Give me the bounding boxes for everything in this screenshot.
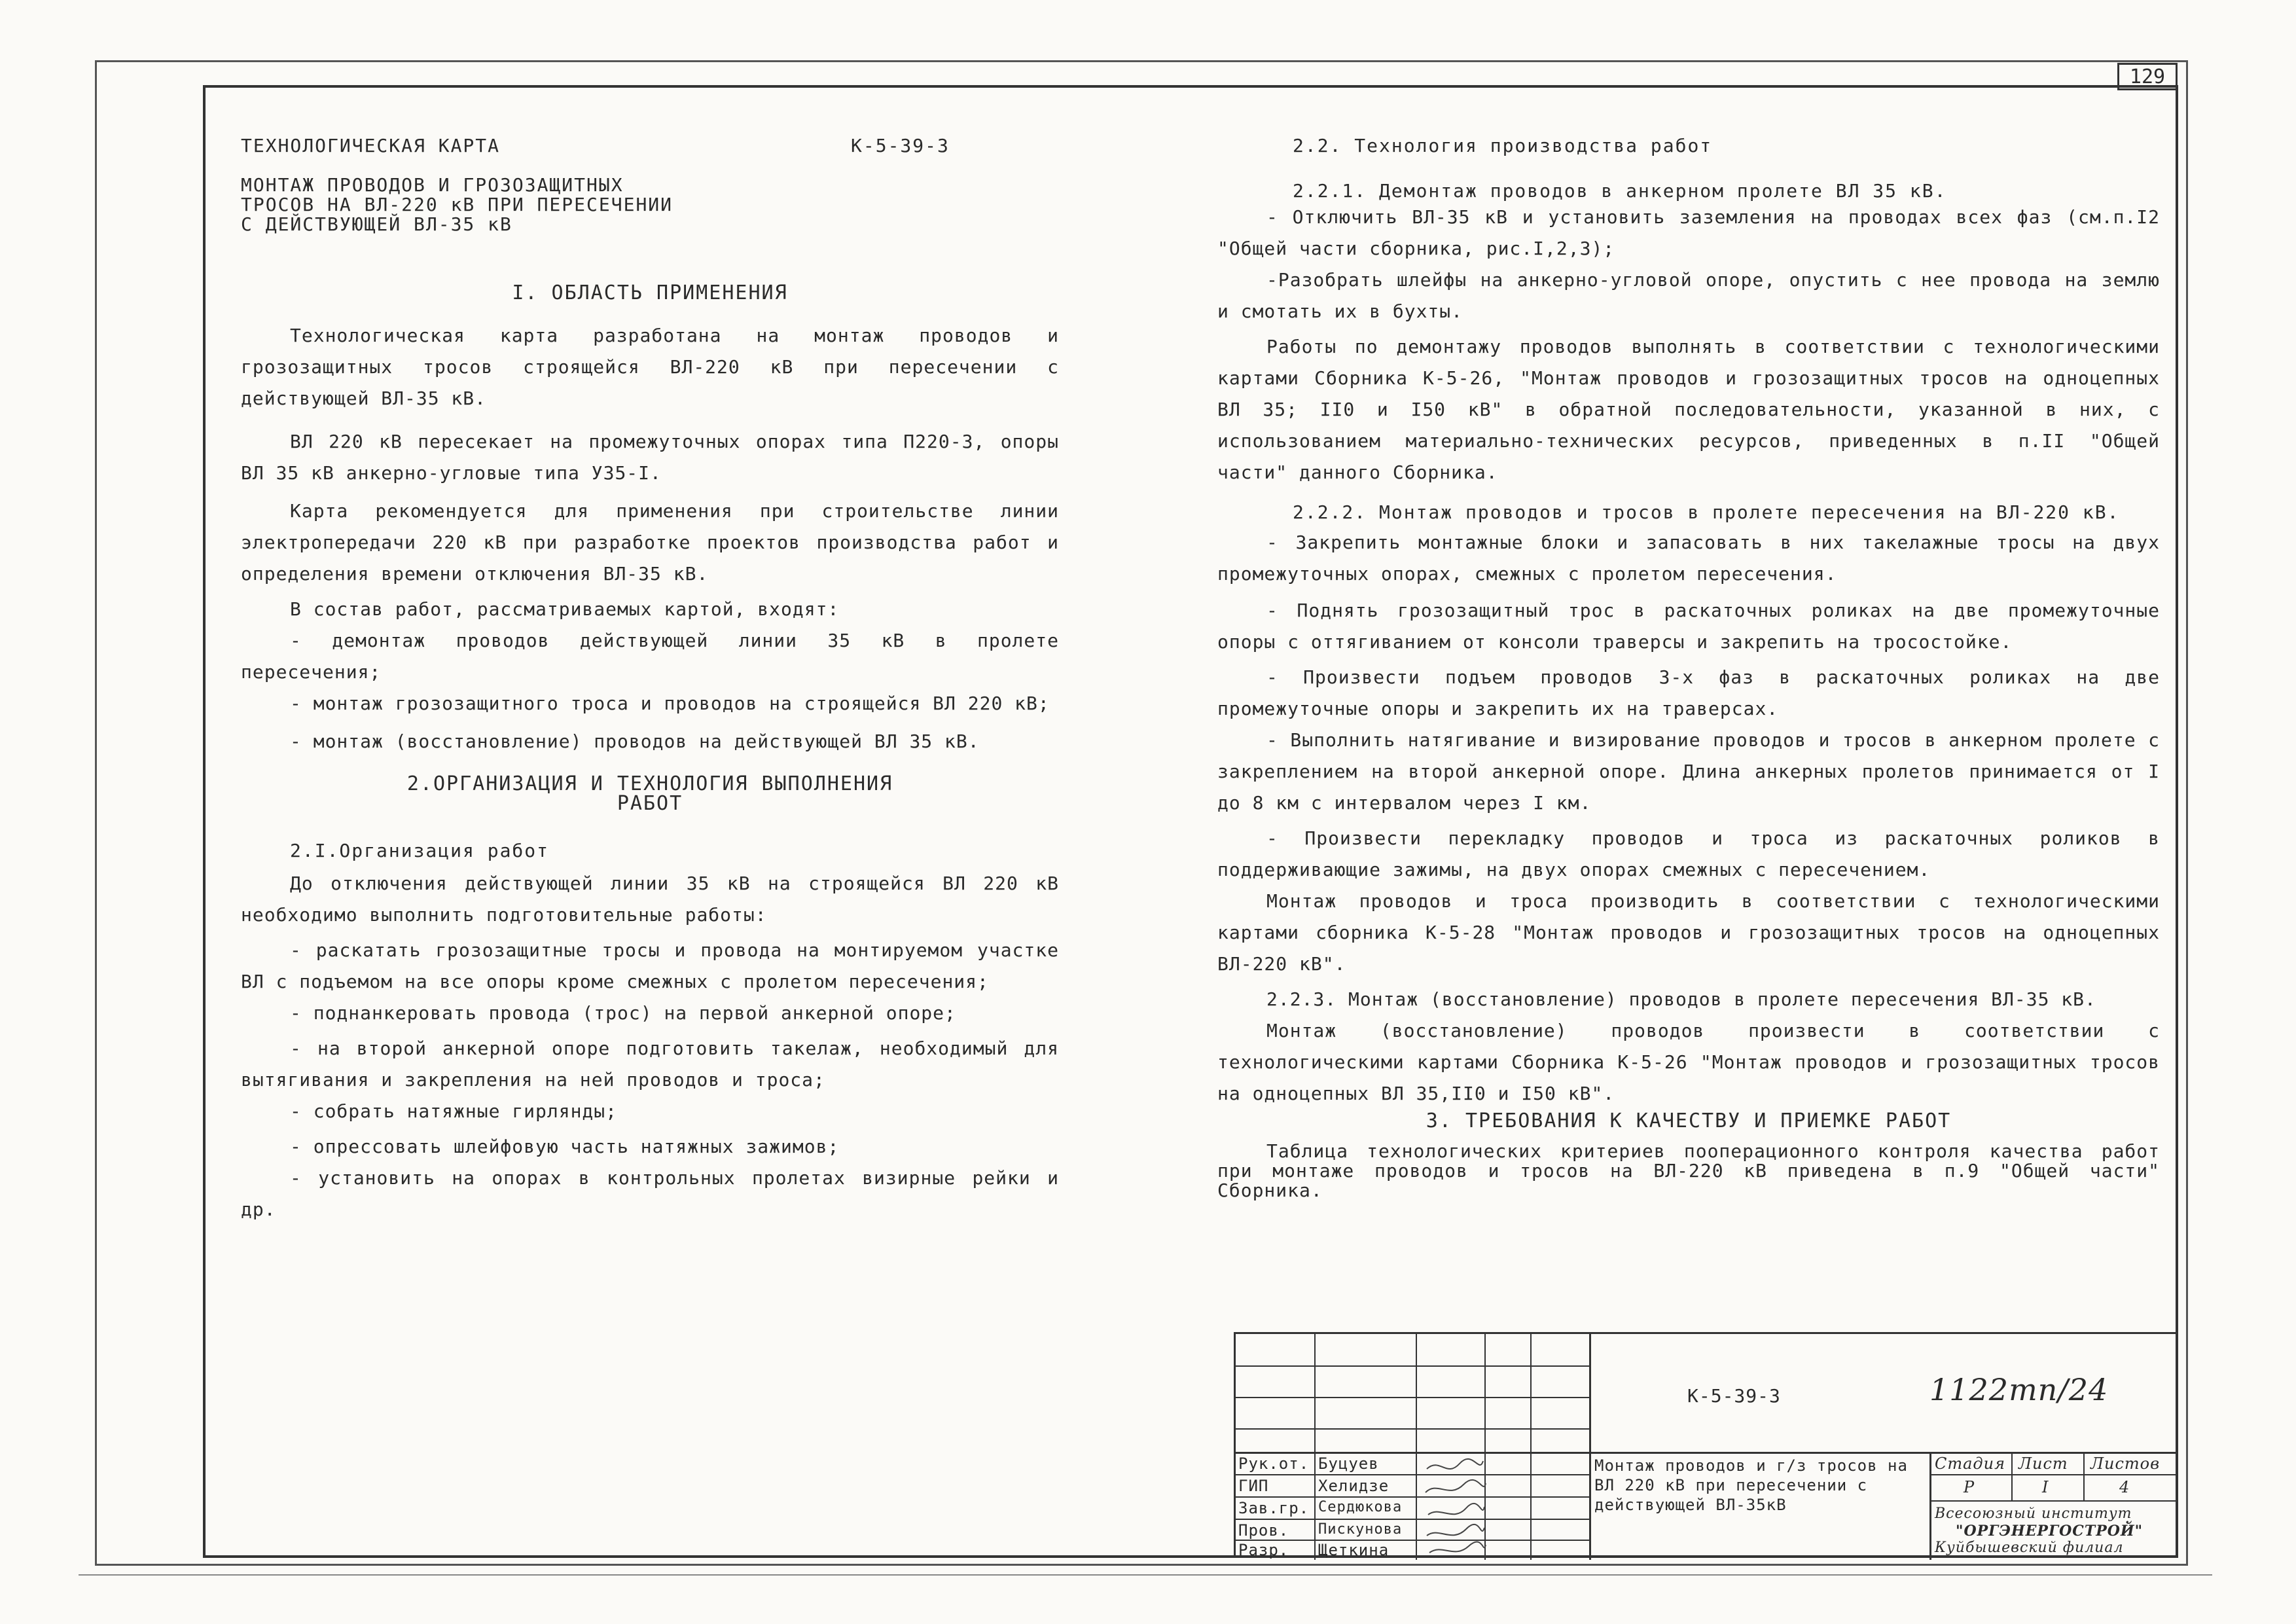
section-2-heading-line: 2.ОРГАНИЗАЦИЯ И ТЕХНОЛОГИЯ ВЫПОЛНЕНИЯ [406,772,893,795]
stage-label: Стадия [1935,1454,2005,1473]
document-type-title: ТЕХНОЛОГИЧЕСКАЯ КАРТА [241,135,501,156]
list-item: - Отключить ВЛ-35 кВ и установить заземления на проводах всех фаз (см.п.I2 "Общей части сборника, рис.I,2,3); [1217,206,2160,259]
list-item: - монтаж (восстановление) проводов на действующей ВЛ 35 кВ. [290,731,980,752]
handwritten-reference: 1122тп/24 [1929,1372,2109,1407]
organization-line: Куйбышевский филиал [1935,1540,2124,1556]
section-2-heading [241,774,1059,814]
person-name: Пискунова [1318,1521,1403,1538]
subtitle-line: ТРОСОВ НА ВЛ-220 кВ ПРИ ПЕРЕСЕЧЕНИИ [241,194,673,215]
document-subtitle [241,175,830,234]
paragraph: Монтаж проводов и троса производить в соответствии с технологическими картами сборника К-5-28 "Монтаж проводов и грозозащитных тросов на одноцепных ВЛ-220 кВ". [1217,890,2160,975]
left-column [241,281,1059,1225]
list-item: - поднанкеровать провода (трос) на первой анкерной опоре; [290,1002,956,1024]
list-item: - Произвести подъем проводов 3-х фаз в раскаточных роликах на две промежуточные опоры и закрепить их на траверсах. [1217,666,2160,719]
subsection-2-2-2-heading: 2.2.2. Монтаж проводов и тросов в пролете пересечения на ВЛ-220 кВ. [1293,501,2120,523]
paragraph: Монтаж (восстановление) проводов произвести в соответствии с технологическими картами Сборника К-5-26 "Монтаж проводов и грозозащитных тросов на одноцепных ВЛ 35,II0 и I50 кВ". [1217,1020,2160,1104]
role-label: Зав.гр. [1238,1499,1310,1517]
person-name: Хелидзе [1318,1477,1390,1495]
paragraph: Технологическая карта разработана на монтаж проводов и грозозащитных тросов строящейся ВЛ-220 кВ при пересечении с действующей ВЛ-35 кВ. [241,325,1059,409]
person-name: Буцуев [1318,1454,1379,1473]
document-code: К-5-39-3 [851,135,950,156]
paragraph: Карта рекомендуется для применения при строительстве линии электропередачи 220 кВ при разработке проектов производства работ и определения времени отключения ВЛ-35 кВ. [241,500,1059,585]
page-number: 129 [2117,63,2178,90]
organization-line: "ОРГЭНЕРГОСТРОЙ" [1956,1523,2144,1540]
subtitle-line: С ДЕЙСТВУЮЩЕЙ ВЛ-35 кВ [241,213,512,235]
role-label: ГИП [1238,1477,1269,1495]
signatures [1420,1454,1525,1558]
bottom-rule [79,1574,2212,1576]
title-block [1234,1332,2178,1558]
list-item: - Произвести перекладку проводов и троса из раскаточных роликов в поддерживающие зажимы, на двух опорах смежных с пересечением. [1217,827,2160,880]
paragraph: Таблица технологических критериев пооперационного контроля качества работ при монтаже проводов и тросов на ВЛ-220 кВ приведена в п.9 "Общей части" Сборника. [1217,1140,2160,1201]
role-label: Пров. [1238,1521,1289,1540]
section-2-heading-line: РАБОТ [617,792,683,815]
sheets-label: Листов [2090,1454,2161,1473]
subsection-2-2-heading: 2.2. Технология производства работ [1293,135,1713,156]
list-item: - Поднять грозозащитный трос в раскаточных роликах на две промежуточные опоры с оттягиванием от консоли траверсы и закрепить на тросостойке. [1217,600,2160,653]
subtitle-line: МОНТАЖ ПРОВОДОВ И ГРОЗОЗАЩИТНЫХ [241,174,624,196]
list-item: - установить на опорах в контрольных пролетах визирные рейки и др. [241,1167,1059,1220]
organization-line: Всесоюзный институт [1935,1506,2132,1522]
list-item: - Закрепить монтажные блоки и запасовать в них такелажные тросы на двух промежуточных опорах, смежных с пролетом пересечения. [1217,532,2160,585]
subsection-2-1-heading: 2.I.Организация работ [290,840,550,861]
list-item: - Выполнить натягивание и визирование проводов и тросов в анкерном пролете с закреплением на второй анкерной опоре. Длина анкерных пролетов принимается от I до 8 км с интервалом через I км. [1217,729,2160,814]
paragraph: ВЛ 220 кВ пересекает на промежуточных опорах типа П220-3, опоры ВЛ 35 кВ анкерно-угловые типа У35-I. [241,431,1059,484]
subsection-2-2-1-heading: 2.2.1. Демонтаж проводов в анкерном пролете ВЛ 35 кВ. [1293,180,1947,202]
role-label: Разр. [1238,1541,1289,1559]
list-item: -Разобрать шлейфы на анкерно-угловой опоре, опустить с нее провода на землю и смотать их в бухты. [1217,269,2160,322]
section-3-heading: 3. ТРЕБОВАНИЯ К КАЧЕСТВУ И ПРИЕМКЕ РАБОТ [1426,1110,1952,1132]
paragraph: В состав работ, рассматриваемых картой, входят: [290,598,840,620]
list-item: - на второй анкерной опоре подготовить такелаж, необходимый для вытягивания и закрепления на ней проводов и троса; [241,1038,1059,1091]
paragraph: 2.2.3. Монтаж (восстановление) проводов в пролете пересечения ВЛ-35 кВ. [1266,988,2096,1010]
sheets-value: 4 [2119,1478,2130,1496]
section-1-heading: I. ОБЛАСТЬ ПРИМЕНЕНИЯ [512,281,788,304]
title-block-description: Монтаж проводов и г/з тросов на ВЛ 220 кВ при пересечении с действующей ВЛ-35кВ [1594,1456,1908,1514]
person-name: Щеткина [1318,1541,1390,1559]
right-column [1217,135,2160,1200]
sheet-label: Лист [2018,1454,2068,1473]
list-item: - опрессовать шлейфовую часть натяжных зажимов; [290,1136,840,1157]
role-label: Рук.от. [1238,1454,1310,1473]
paragraph: До отключения действующей линии 35 кВ на строящейся ВЛ 220 кВ необходимо выполнить подготовительные работы: [241,873,1059,926]
list-item: - демонтаж проводов действующей линии 35 кВ в пролете пересечения; [241,630,1059,683]
list-item: - собрать натяжные гирлянды; [290,1100,618,1122]
title-block-code: К-5-39-3 [1687,1385,1781,1407]
sheet-value: I [2042,1478,2049,1496]
list-item: - монтаж грозозащитного троса и проводов на строящейся ВЛ 220 кВ; [290,693,1050,714]
list-item: - раскатать грозозащитные тросы и провода на монтируемом участке ВЛ с подъемом на все опоры кроме смежных с пролетом пересечения; [241,939,1059,992]
paragraph: Работы по демонтажу проводов выполнять в соответствии с технологическими картами Сборника К-5-26, "Монтаж проводов и грозозащитных тросов на одноцепных ВЛ 35; II0 и I50 кВ" в обратной последовательности, указанной в них, с использованием материально-технических ресурсов, приведенных в п.II "Общей части" данного Сборника. [1217,336,2160,483]
person-name: Сердюкова [1318,1499,1403,1515]
stage-value: Р [1964,1478,1975,1496]
